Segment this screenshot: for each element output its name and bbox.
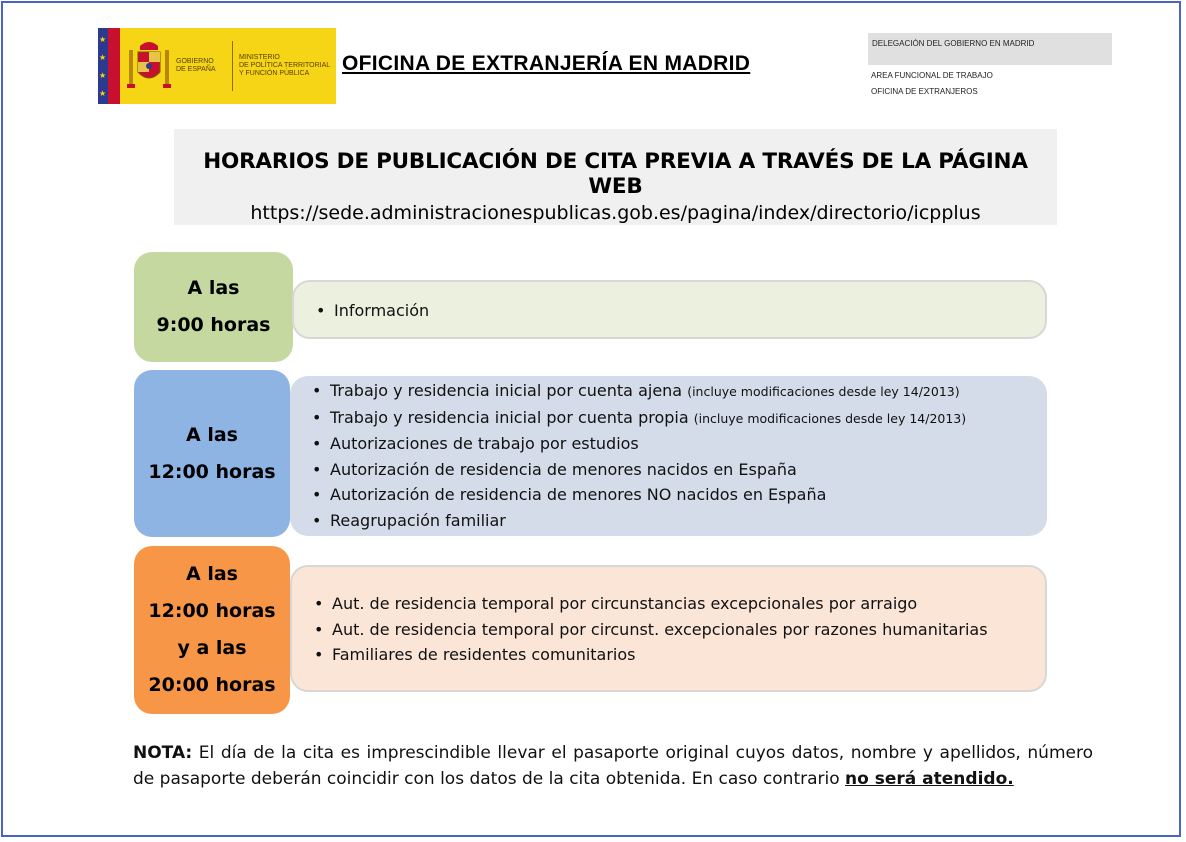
time-label-line: 20:00 horas [148,674,276,696]
item-text: Autorización de residencia de menores nacidos en España [330,459,797,479]
schedule-item [312,482,1047,508]
item-text: Trabajo y residencia inicial por cuenta ajena [330,381,688,400]
page-title: HORARIOS DE PUBLICACIÓN DE CITA PREVIA A TRAVÉS DE LA PÁGINA WEB [203,149,1028,199]
area-funcional-text: AREA FUNCIONAL DE TRABAJO [871,71,993,80]
time-label-line: 12:00 horas [148,600,276,622]
logo-text-line: DE ESPAÑA [176,66,216,73]
time-label-line: 9:00 horas [156,314,271,336]
time-label-line: y a las [177,637,247,659]
schedule-time-label [134,546,290,714]
ministerio-text [239,54,334,78]
time-label-line: A las [186,423,238,446]
logo-text-line: Y FUNCIÓN PÚBLICA [239,70,310,77]
item-note: (incluye modificaciones desde ley 14/2013) [693,410,967,426]
schedule-items-panel [290,376,1047,536]
schedule-item [312,457,1047,483]
schedule-item [314,642,1045,668]
logo-text-line: MINISTERIO [239,54,280,61]
item-text: Información [334,301,430,320]
item-text: Familiares de residentes comunitarios [332,645,636,665]
item-text: Aut. de residencia temporal por circunstancias excepcionales por arraigo [332,594,918,613]
nota-label: NOTA: [133,743,193,763]
schedule-items-panel [292,280,1047,339]
coat-of-arms-icon [126,36,172,96]
gobierno-text [176,41,233,91]
item-text: Aut. de residencia temporal por circunst. excepcionales por razones humanitarias [332,619,988,639]
spain-flag-stripe [108,28,120,104]
schedule-item [316,298,1045,324]
office-title: OFICINA DE EXTRANJERÍA EN MADRID [342,52,751,75]
website-url[interactable]: https://sede.administracionespublicas.gob.es/pagina/index/directorio/icpplus [250,202,981,224]
time-label-line: 12:00 horas [148,460,276,483]
time-label-line: A las [187,277,240,299]
schedule-item [314,617,1045,643]
nota-text: El día de la cita es imprescindible llevar el pasaporte original cuyos datos, nombre y apellidos, número de pasaporte deberán coincidir con los datos de la cita obtenida. En caso contrario [133,743,1093,789]
schedule-item [312,378,1047,405]
item-text: Autorizaciones de trabajo por estudios [330,434,639,454]
nota-emphasis: no será atendido. [845,769,1014,789]
title-banner [174,129,1057,225]
item-note: (incluye modificaciones desde ley 14/2013) [687,384,960,399]
oficina-text: OFICINA DE EXTRANJEROS [871,87,978,96]
delegacion-box: DELEGACIÓN DEL GOBIERNO EN MADRID [868,33,1112,65]
gobierno-logo [98,28,336,104]
nota-paragraph [133,740,1093,792]
item-text: Reagrupación familiar [330,510,506,530]
schedule-item [312,405,1047,432]
schedule-item [314,591,1045,617]
schedule-time-label [134,252,293,362]
schedule-item [312,431,1047,457]
item-text: Trabajo y residencia inicial por cuenta propia [330,407,694,427]
logo-text-line: GOBIERNO [176,58,214,65]
schedule-time-label [134,370,290,537]
logo-text-line: DE POLÍTICA TERRITORIAL [239,62,331,69]
item-text: Autorización de residencia de menores NO nacidos en España [330,485,827,505]
schedule-item [312,508,1047,534]
time-label-line: A las [186,563,238,585]
eu-flag-strip: ★ ★ ★ ★ [98,28,108,104]
schedule-items-panel [290,565,1047,692]
